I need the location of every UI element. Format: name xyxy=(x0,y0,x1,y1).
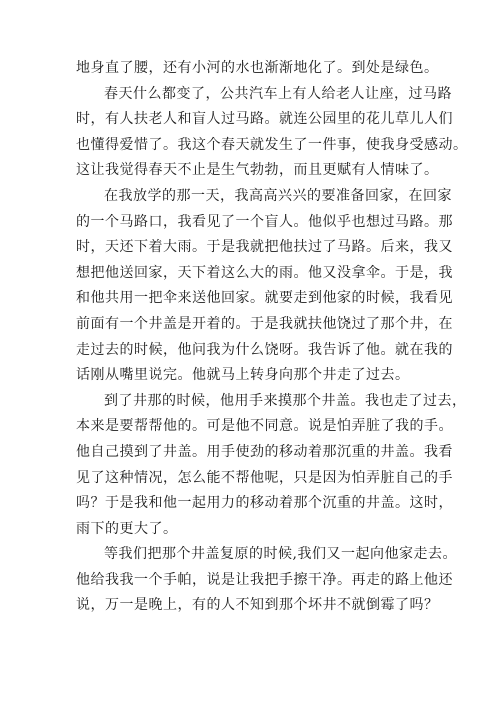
text-line: 见了这种情况，怎么能不帮他呢，只是因为怕弄脏自己的手 xyxy=(76,469,453,486)
paragraph-5 xyxy=(76,542,457,619)
text-line: 时，天还下着大雨。于是我就把他扶过了马路。后来，我又 xyxy=(76,239,453,256)
paragraph-3 xyxy=(76,184,453,389)
text-line: 想把他送回家，天下着这么大的雨。他又没拿伞。于是，我 xyxy=(76,264,453,281)
text-line: 也懂得爱惜了。我这个春天就发生了一件事，使我身受感动。 xyxy=(76,136,468,153)
text-line: 本来是要帮帮他的。可是他不同意。说是怕弄脏了我的手。 xyxy=(76,418,453,435)
text-line: 话刚从嘴里说完。他就马上转身向那个井走了过去。 xyxy=(76,367,410,384)
text-line: 走过去的时候，他问我为什么饶呀。我告诉了他。就在我的 xyxy=(76,341,453,358)
text-line: 地身直了腰，还有小河的水也渐渐地化了。到处是绿色。 xyxy=(76,60,439,76)
document-body xyxy=(76,56,468,619)
paragraph-2 xyxy=(76,82,468,184)
text-line: 和他共用一把伞来送他回家。就要走到他家的时候，我看见 xyxy=(76,290,453,307)
paragraph-1 xyxy=(76,56,439,82)
paragraph-4 xyxy=(76,389,467,543)
text-line: 时，有人扶老人和盲人过马路。就连公园里的花儿草儿人们 xyxy=(76,111,453,128)
text-line: 前面有一个井盖是开着的。于是我就扶他饶过了那个井，在 xyxy=(76,315,453,332)
text-line: 的一个马路口，我看见了一个盲人。他似乎也想过马路。那 xyxy=(76,213,453,230)
text-line: 在我放学的那一天，我高高兴兴的要准备回家，在回家 xyxy=(104,187,452,204)
text-line: 吗？于是我和他一起用力的移动着那个沉重的井盖。这时， xyxy=(76,495,453,512)
text-line: 到了井那的时候，他用手来摸那个井盖。我也走了过去， xyxy=(104,392,467,409)
text-line: 他自己摸到了井盖。用手使劲的移动着那沉重的井盖。我看 xyxy=(76,443,453,460)
text-line: 雨下的更大了。 xyxy=(76,520,178,537)
text-line: 这让我觉得春天不止是生气勃勃，而且更赋有人情味了。 xyxy=(76,162,439,179)
text-line: 他给我我一个手帕，说是让我把手擦干净。再走的路上他还 xyxy=(76,571,453,588)
text-line: 春天什么都变了，公共汽车上有人给老人让座，过马路 xyxy=(104,85,452,102)
text-line: 说，万一是晚上，有的人不知到那个坏井不就倒霉了吗？ xyxy=(76,597,439,614)
text-line: 等我们把那个井盖复原的时候,我们又一起向他家走去。 xyxy=(104,546,457,563)
